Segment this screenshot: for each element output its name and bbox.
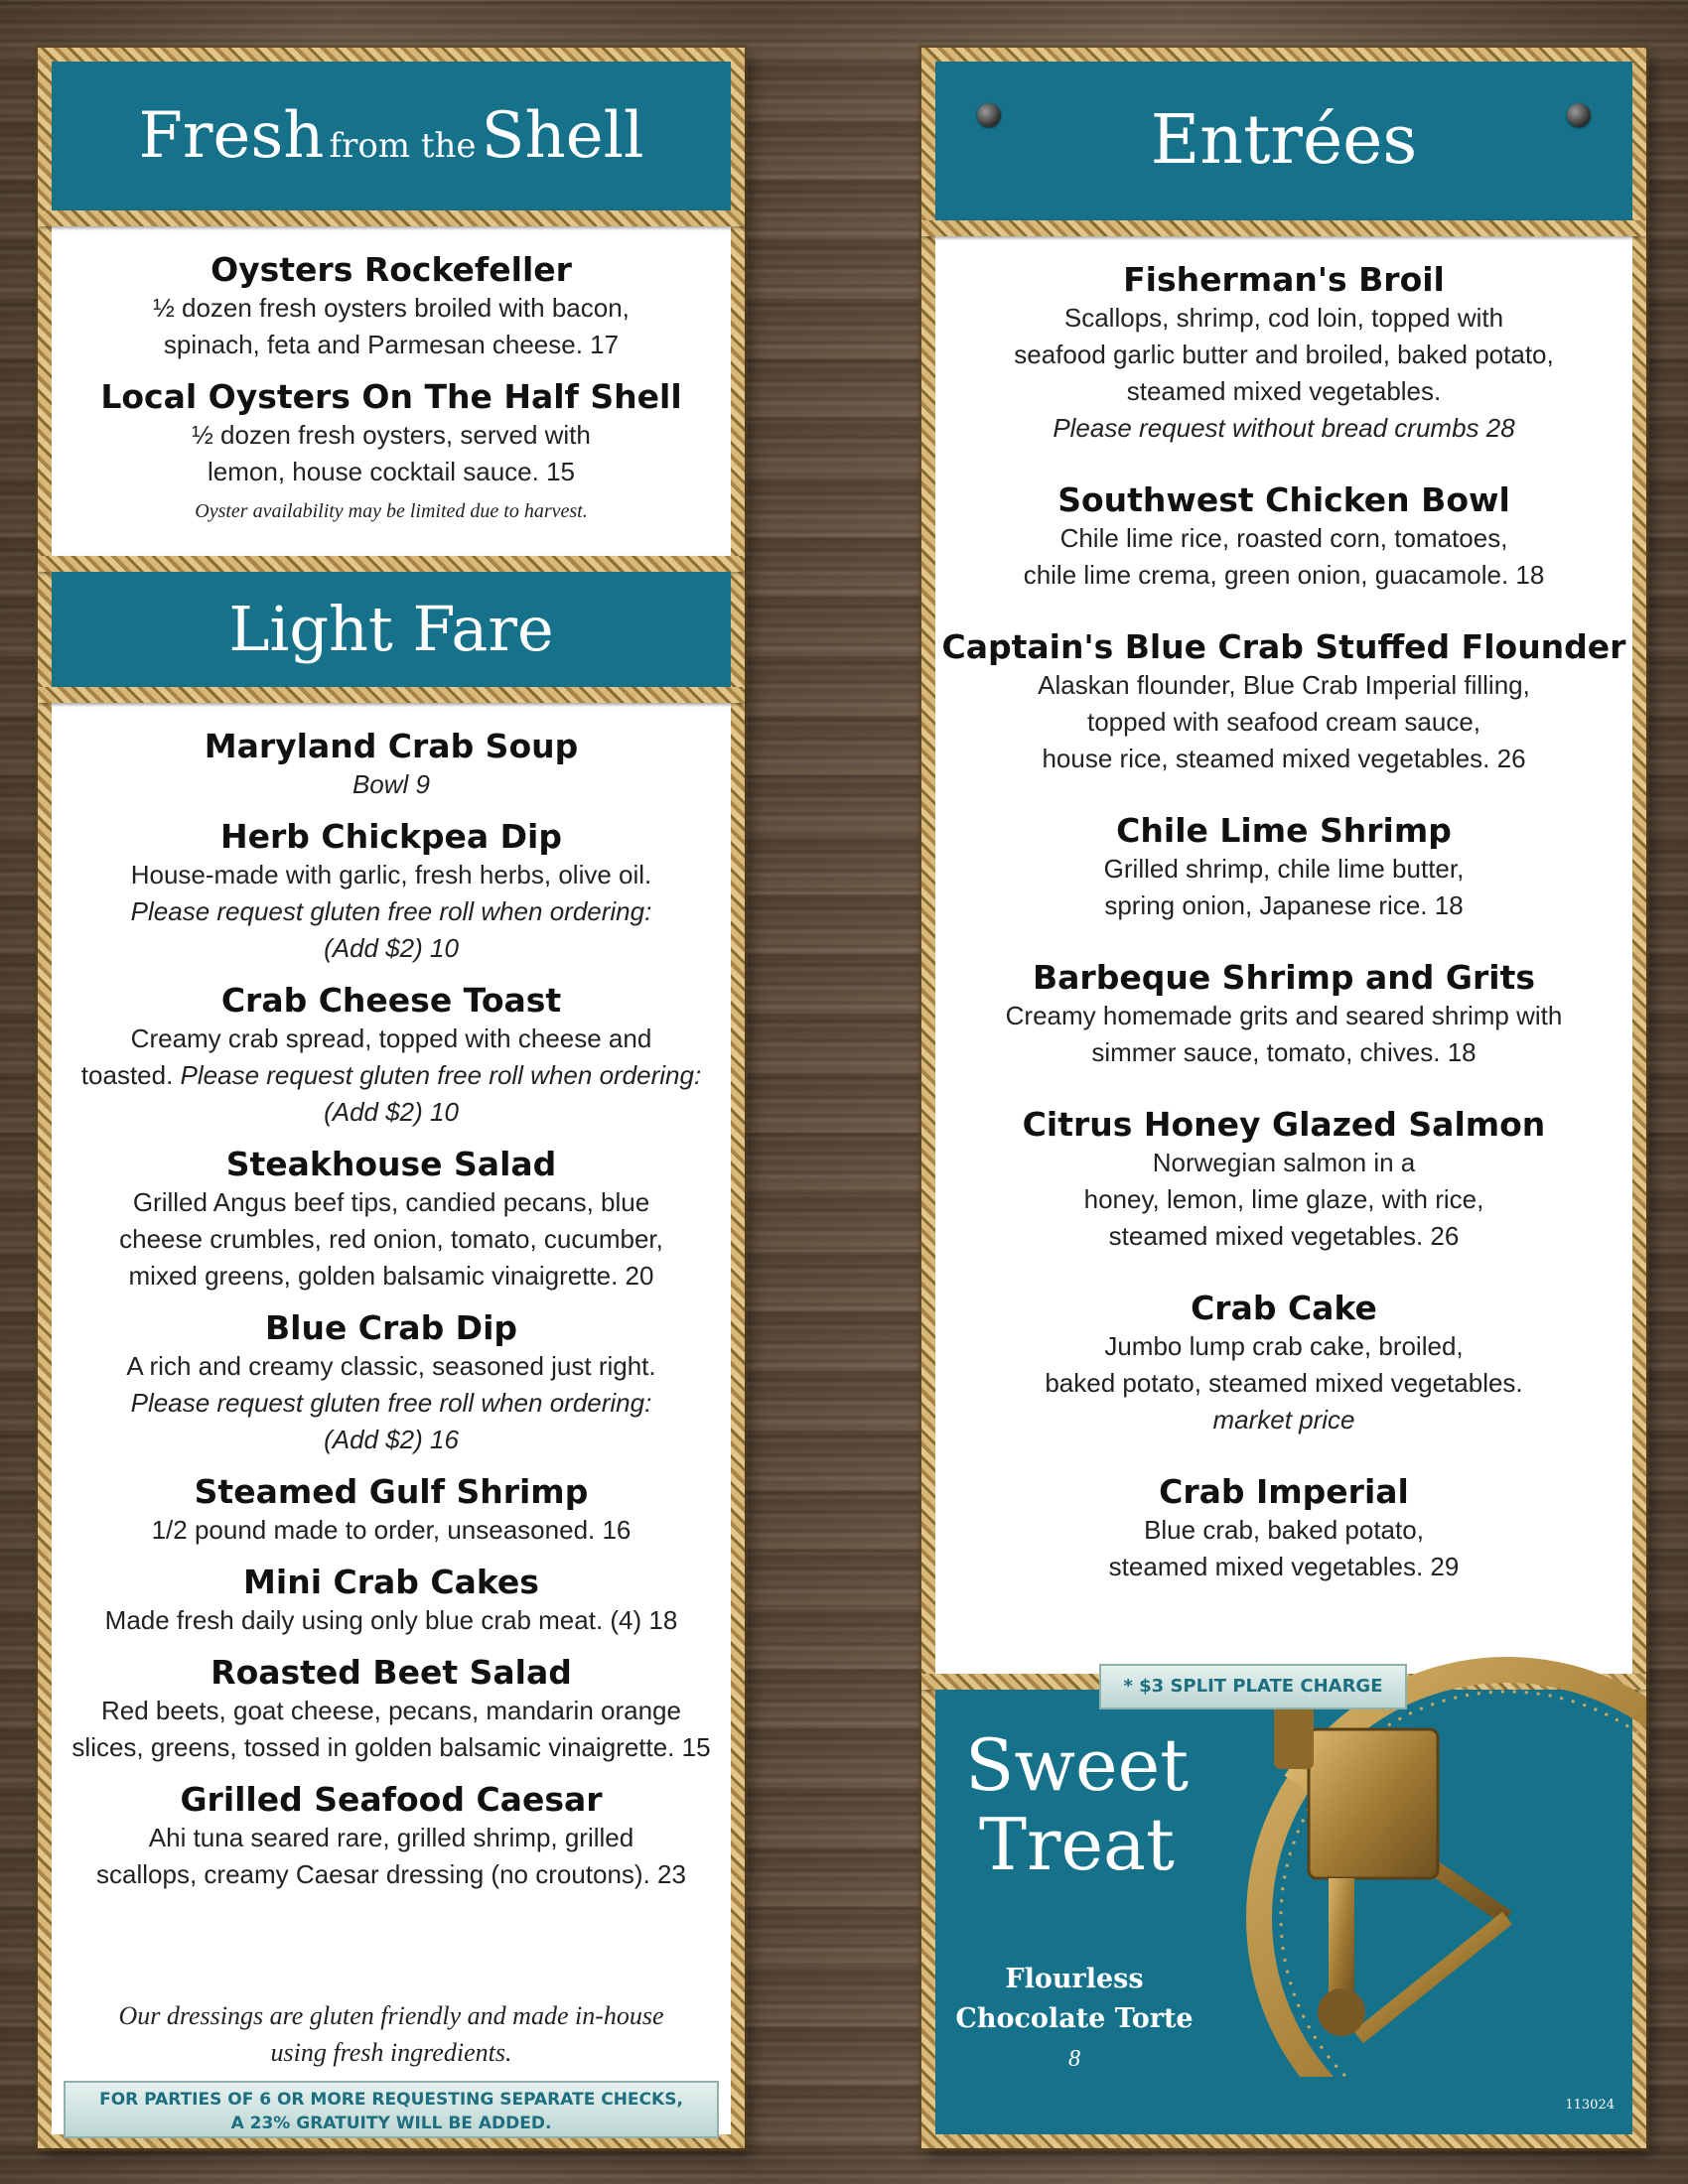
item-description: House-made with garlic, fresh herbs, olive oil.	[130, 860, 652, 889]
menu-item	[935, 811, 1632, 924]
item-description: (Add $2) 16	[324, 1425, 459, 1454]
item-description: mixed greens, golden balsamic vinaigrette. 20	[128, 1261, 654, 1291]
oyster-note: Oyster availability may be limited due to harvest.	[195, 500, 588, 522]
item-description: (Add $2) 10	[324, 1097, 459, 1127]
rope-divider	[38, 556, 745, 572]
section-title: Shell	[481, 99, 644, 173]
item-description: Bowl 9	[352, 769, 431, 799]
item-name: Herb Chickpea Dip	[219, 817, 562, 856]
menu-item	[52, 1472, 731, 1549]
section-title: Entrées	[1150, 101, 1418, 180]
split-plate-plaque: * $3 SPLIT PLATE CHARGE	[1099, 1664, 1407, 1709]
menu-item	[935, 958, 1632, 1071]
menu-item	[935, 1105, 1632, 1255]
item-description: honey, lemon, lime glaze, with rice,	[1083, 1184, 1484, 1214]
item-name: Fisherman's Broil	[1123, 260, 1445, 299]
item-description: steamed mixed vegetables. 26	[1108, 1221, 1460, 1251]
item-name: Local Oysters On The Half Shell	[100, 377, 682, 416]
item-name: Barbeque Shrimp and Grits	[1033, 958, 1535, 997]
right-menu-panel	[921, 48, 1646, 2148]
item-description: house rice, steamed mixed vegetables. 26	[1042, 744, 1526, 773]
rivet-icon	[977, 103, 1001, 127]
item-description: topped with seafood cream sauce,	[1086, 707, 1481, 737]
dessert-name: Flourless	[1005, 1964, 1144, 1994]
menu-item	[52, 727, 731, 803]
item-description: Ahi tuna seared rare, grilled shrimp, grilled	[148, 1823, 634, 1852]
section-title: Fresh	[138, 99, 325, 173]
item-name: Blue Crab Dip	[264, 1308, 518, 1347]
item-description: A rich and creamy classic, seasoned just right.	[126, 1351, 656, 1381]
item-name: Steakhouse Salad	[225, 1145, 557, 1183]
item-description: Norwegian salmon in a	[1152, 1148, 1416, 1177]
item-description: Grilled shrimp, chile lime butter,	[1103, 854, 1465, 884]
item-name: Chile Lime Shrimp	[1116, 811, 1452, 850]
menu-item	[52, 1653, 731, 1766]
menu-item	[52, 377, 731, 490]
entrees-banner	[935, 62, 1632, 220]
item-description: ½ dozen fresh oysters broiled with bacon,	[153, 293, 630, 323]
item-description: chile lime crema, green onion, guacamole. 18	[1023, 560, 1545, 590]
item-name: Crab Cake	[1191, 1289, 1377, 1327]
dessert-price: 8	[1068, 2046, 1080, 2072]
menu-item	[52, 981, 731, 1131]
item-description: Scallops, shrimp, cod loin, topped with	[1063, 303, 1504, 333]
item-description	[52, 1057, 731, 1094]
item-description: spring onion, Japanese rice. 18	[1104, 890, 1464, 920]
item-description: Please request gluten free roll when ordering:	[130, 1388, 652, 1418]
item-description: market price	[1212, 1405, 1355, 1434]
item-description: scallops, creamy Caesar dressing (no croutons). 23	[96, 1859, 686, 1889]
menu-item	[935, 1289, 1632, 1438]
item-description: Blue crab, baked potato,	[1144, 1515, 1424, 1545]
item-name: Oysters Rockefeller	[211, 250, 572, 289]
menu-item	[935, 1472, 1632, 1585]
gratuity-line: A 23% GRATUITY WILL BE ADDED.	[230, 2114, 552, 2133]
item-name: Southwest Chicken Bowl	[1057, 480, 1510, 519]
menu-item	[935, 260, 1632, 447]
item-description: Jumbo lump crab cake, broiled,	[1104, 1331, 1464, 1361]
sweet-treat-section	[935, 1690, 1632, 2134]
rope-divider	[921, 220, 1646, 236]
item-name: Citrus Honey Glazed Salmon	[1022, 1105, 1546, 1144]
item-name: Mini Crab Cakes	[243, 1563, 539, 1601]
item-description: Please request gluten free roll when ordering:	[130, 896, 652, 926]
item-description: Made fresh daily using only blue crab meat. (4) 18	[104, 1605, 678, 1635]
sweet-treat-title	[965, 1725, 1189, 1884]
item-description: Alaskan flounder, Blue Crab Imperial filling,	[1038, 670, 1530, 700]
dessert-item	[955, 1960, 1194, 2079]
dressing-note	[52, 1997, 731, 2071]
section-title-small: from the	[329, 126, 477, 166]
section-title: Light Fare	[228, 593, 554, 665]
item-description: simmer sauce, tomato, chives. 18	[1091, 1037, 1477, 1067]
note-line: using fresh ingredients.	[270, 2038, 512, 2067]
menu-item	[935, 627, 1632, 777]
desc-text: toasted.	[80, 1060, 174, 1090]
fresh-from-shell-banner	[52, 62, 731, 210]
menu-code: 113024	[1565, 2098, 1615, 2113]
light-fare-banner	[52, 572, 731, 687]
shell-items	[52, 250, 731, 523]
left-menu-panel	[38, 48, 745, 2148]
item-description: lemon, house cocktail sauce. 15	[208, 457, 575, 486]
item-description: 1/2 pound made to order, unseasoned. 16	[151, 1515, 632, 1545]
menu-item	[52, 1308, 731, 1458]
menu-item	[52, 250, 731, 363]
item-description: steamed mixed vegetables. 29	[1108, 1552, 1460, 1581]
desc-text-italic: Please request gluten free roll when ordering:	[173, 1060, 702, 1090]
note-line: Our dressings are gluten friendly and made in-house	[118, 2001, 664, 2030]
item-description: Red beets, goat cheese, pecans, mandarin orange	[101, 1696, 681, 1725]
item-name: Crab Imperial	[1159, 1472, 1409, 1511]
menu-item	[935, 480, 1632, 594]
rope-divider	[38, 210, 745, 226]
entree-items	[935, 260, 1632, 1585]
item-description: Creamy homemade grits and seared shrimp with	[1005, 1001, 1563, 1030]
gratuity-line: FOR PARTIES OF 6 OR MORE REQUESTING SEPARATE CHECKS,	[99, 2090, 683, 2110]
item-name: Steamed Gulf Shrimp	[194, 1472, 589, 1511]
light-fare-items	[52, 727, 731, 1893]
item-name: Captain's Blue Crab Stuffed Flounder	[941, 627, 1626, 666]
dessert-name: Chocolate Torte	[955, 2003, 1194, 2034]
title-line: Treat	[979, 1803, 1175, 1886]
item-description: Please request without bread crumbs 28	[1053, 413, 1515, 443]
menu-item	[52, 1563, 731, 1639]
item-description: slices, greens, tossed in golden balsamic vinaigrette. 15	[71, 1732, 711, 1762]
menu-item	[52, 1145, 731, 1295]
menu-item	[52, 1780, 731, 1893]
item-name: Maryland Crab Soup	[204, 727, 579, 765]
gratuity-plaque	[64, 2081, 719, 2138]
item-name: Grilled Seafood Caesar	[180, 1780, 603, 1819]
item-description: Chile lime rice, roasted corn, tomatoes,	[1059, 523, 1508, 553]
item-description: Creamy crab spread, topped with cheese and	[130, 1024, 652, 1053]
item-description: seafood garlic butter and broiled, baked potato,	[1014, 340, 1554, 369]
item-description: Grilled Angus beef tips, candied pecans, blue	[132, 1187, 650, 1217]
item-description: (Add $2) 10	[324, 933, 459, 963]
menu-item	[52, 817, 731, 967]
item-description: baked potato, steamed mixed vegetables.	[1045, 1368, 1523, 1398]
item-name: Roasted Beet Salad	[211, 1653, 572, 1692]
rope-divider	[38, 687, 745, 703]
rivet-icon	[1567, 103, 1591, 127]
item-description: cheese crumbles, red onion, tomato, cucumber,	[119, 1224, 663, 1254]
title-line: Sweet	[965, 1723, 1190, 1807]
item-description: spinach, feta and Parmesan cheese. 17	[163, 330, 620, 359]
item-name: Crab Cheese Toast	[220, 981, 562, 1020]
item-description: ½ dozen fresh oysters, served with	[192, 420, 591, 450]
item-description: steamed mixed vegetables.	[1126, 376, 1442, 406]
